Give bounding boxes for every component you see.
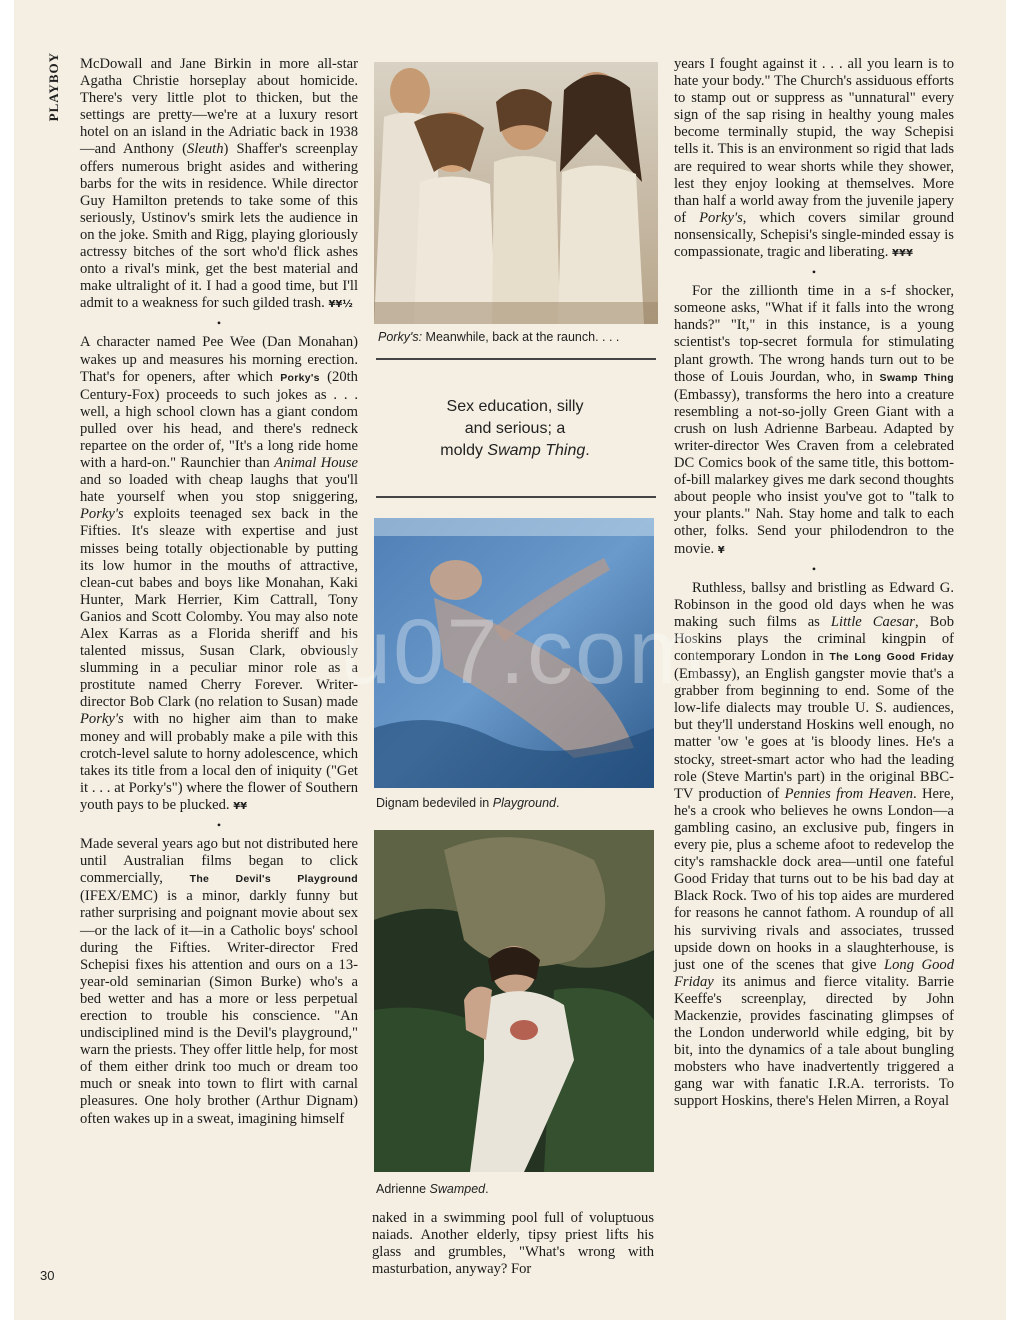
review-devils-playground-end: years I fought against it . . . all you learn is to hate your body." The Church's assiduous efforts to stamp out or suppress as "unnatural" every sign of the sap rising in healthy young males become terminally stupid, the way Schepisi tells it. This is an environment so rigid that lads are required to wear shorts while they shower, lest they enjoy looking at themselves. More than half a world away from the juvenile japery of Porky's, which covers similar ground nonsensically, Schepisi's single-minded essay is compassionate, tragic and liberating. ¥¥¥: [674, 56, 954, 261]
text-column-middle-bottom: naked in a swimming pool full of voluptuous naiads. Another elderly, tipsy priest lifts his glass and grumbles, "What's wrong with masturbation, anyway? For: [372, 1210, 654, 1278]
caption-playground-photo: Dignam bedeviled in Playground.: [376, 796, 560, 810]
rating-stars: ¥¥¥: [892, 248, 913, 260]
page-number: 30: [40, 1268, 55, 1283]
review-death-on-the-nile-end: McDowall and Jane Birkin in more all-star Agatha Christie horseplay about homicide. There's very little plot to thicken, but the settings are pretty—we're at a luxury resort hotel on an island in the Adriatic back in 1938—and Anthony (Sleuth) Shaffer's screenplay offers numerous bright asides and withering barbs for the wits in residence. While director Guy Hamilton pretends to take some of this seriously, Ustinov's smirk lets the audience in on the joke. Smith and Rigg, playing gloriously actressy bitches of the sort who'd flick ashes onto a rival's mink, get the best material and make ultralight of it. I had a good time, but I'll admit to a weakness for such gilded trash. ¥¥½: [80, 56, 358, 312]
review-long-good-friday: Ruthless, ballsy and bristling as Edward G. Robinson in the good old days when he was making such films as Little Caesar, Bob Hoskins plays the criminal kingpin of contemporary London in The Long Good Friday (Embassy), an English gangster movie that's a grabber from beginning to end. Some of the low-life dialects may trouble U. S. audiences, but they'll understand Hoskins well enough, no matter 'ow 'e goes at 'is bloody lines. He's a stocky, street-smart actor who had the leading role (Steve Martin's part) in the original BBC-TV production of Pennies from Heaven. Here, he's a crook who believes he owns London—a gambling casino, an exclusive pub, fingers in every pie, plus a scheme afoot to redevelop the city's ramshackle dock area—until one fateful Good Friday that turns out to be his bad day at Black Rock. Two of his top aides are murdered for reasons he cannot fathom. A roundup of all his surviving rivals and associates, trussed upside down on hooks in a slaughterhouse, is just one of the scenes that give Long Good Friday its animus and fierce vitality. Barrie Keeffe's screenplay, directed by John Mackenzie, provides fascinating glimpses of the London underworld while edging, bit by bit, into the dynamics of a tale about bungling mobsters who have inadvertently triggered a gang war with fanatic I.R.A. terrorists. To support Hoskins, there's Helen Mirren, a Royal: [674, 579, 955, 1110]
photo-dignam-pool: [374, 518, 654, 788]
section-subhead: Sex education, silly and serious; a moldy Swamp Thing.: [440, 398, 590, 459]
section-bullet: •: [216, 316, 222, 331]
review-swamp-thing: For the zillionth time in a s-f shocker, someone asks, "What if it falls into the wrong hands?" "It," in this instance, is a young scientist's top-secret formula for stimulating plant growth. The wrong hands turn out to be those of Louis Jourdan, who, in Swamp Thing (Embassy), transforms the hero into a creature resembling a not-so-jolly Green Giant with a crush on lush Adrienne Barbeau. Adapted by writer-director Wes Craven from a celebrated DC Comics book of the same title, this bottom-of-bill malarkey gives me dark second thoughts about people who insist you've got to "talk to your plants." Nah. Stay home and talk to each other, folks. Send your philodendron to the movie. ¥: [674, 283, 954, 557]
photo-adrienne-swamp: [374, 830, 654, 1172]
section-bullet: •: [811, 265, 817, 280]
caption-swamp-thing-photo: Adrienne Swamped.: [376, 1182, 489, 1196]
magazine-running-title: [44, 52, 64, 121]
magazine-name: PLAYBOY: [46, 52, 61, 122]
subhead-rule-top: [376, 358, 656, 360]
text-column-right: [674, 56, 954, 1111]
section-bullet: •: [811, 561, 817, 576]
watermark-text: u07.com: [340, 601, 707, 703]
section-bullet: •: [216, 818, 222, 833]
rating-stars: ¥: [717, 544, 725, 556]
photo-porkys-girls: [374, 62, 658, 324]
rating-stars: ¥¥: [233, 800, 248, 812]
caption-porkys-photo: Porky's: Meanwhile, back at the raunch. . . .: [378, 330, 620, 344]
subhead-rule-bottom: [376, 496, 656, 498]
rating-stars: ¥¥½: [328, 299, 353, 311]
review-devils-playground: Made several years ago but not distributed here until Australian films began to click commercially, The Devil's Playground (IFEX/EMC) is a minor, darkly funny but rather surprising and poignant movie about sex—or the lack of it—in a Catholic boys' school during the Fifties. Writer-director Fred Schepisi fixes his attention and ours on a 13-year-old seminarian (Simon Burke) who's a bed wetter and has a more or less perpetual erection to trouble his conscience. "An undisciplined mind is the Devil's playground," warn the priests. They offer little help, for most of them either drink too much or dream too much or sneak into town to flirt with carnal pleasures. One holy brother (Arthur Dignam) often wakes up in a sweat, imagining himself: [80, 836, 358, 1127]
text-column-left: [80, 56, 358, 1128]
review-porkys: A character named Pee Wee (Dan Monahan) wakes up and measures his morning erection. That's for openers, after which Porky's (20th Century-Fox) proceeds to such jokes as . . . well, a high school clown has a giant condom pulled over his head, and there's redneck repartee on the order of, "It's a long ride home with a hard-on." Raunchier than Animal House and so loaded with cheap laughs that you'll hate yourself when you stop sniggering, Porky's exploits teenaged sex back in the Fifties. It's sleaze with expertise and just misses being totally objectionable by putting its low humor in the mouths of attractive, clean-cut babes and boys like Monahan, Kaki Hunter, Mark Herrier, Kim Cattrall, Tony Ganios and Scott Colomby. You may also note Alex Karras as a Florida sheriff and his talented missus, Susan Clark, obviously slumming in a peculiar minor role as a prostitute named Cherry Forever. Writer-director Bob Clark (no relation to Susan) made Porky's with no higher aim than to make money and will probably make a pile with this crotch-level salute to horny adolescence, which takes its title from a local den of iniquity ("Get it . . . at Porky's") where the flower of Southern youth pays to be plucked. ¥¥: [80, 334, 358, 813]
